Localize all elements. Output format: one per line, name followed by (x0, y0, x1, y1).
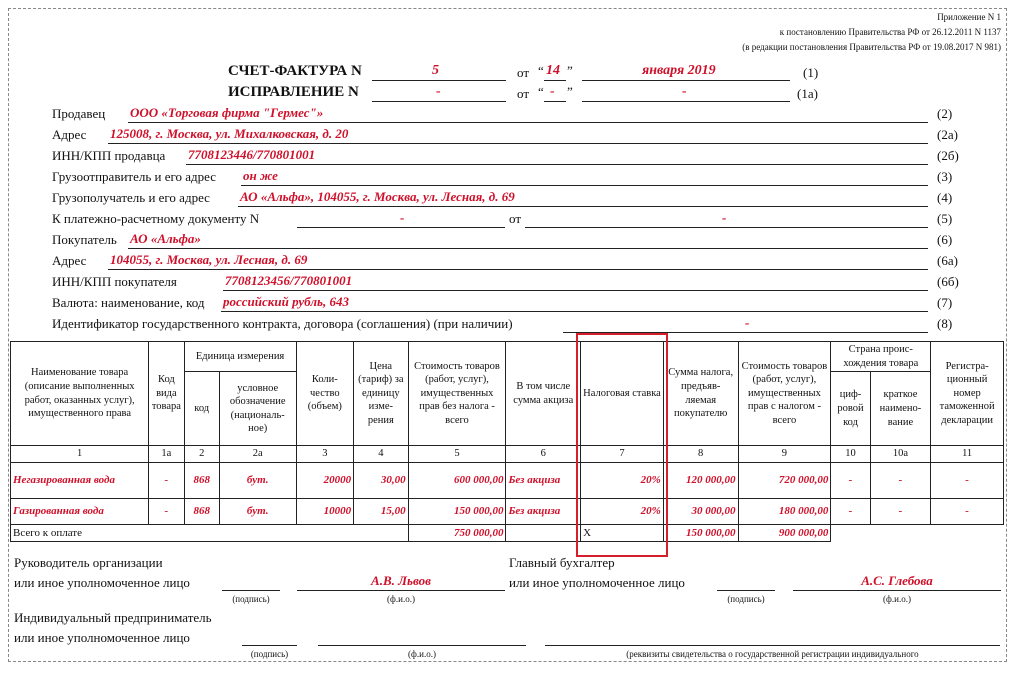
column-number: 10 (831, 446, 870, 463)
cell-qty: 20000 (296, 462, 354, 498)
field-label: Идентификатор государственного контракта, договора (соглашения) (при наличии) (52, 316, 513, 331)
field-label: Продавец (52, 106, 106, 121)
head-name: А.В. Львов (371, 573, 431, 588)
field-value: АО «Альфа», 104055, г. Москва, ул. Лесная, д. 69 (240, 189, 515, 204)
cell-tax: 120 000,00 (663, 462, 738, 498)
field-value: российский рубль, 643 (223, 294, 349, 309)
cell-cc: - (831, 462, 870, 498)
cell-total: 180 000,00 (738, 498, 831, 524)
field-label: Грузополучатель и его адрес (52, 190, 210, 205)
hdr-excise: В том числе сумма акциза (506, 342, 581, 446)
cell-unit: бут. (219, 462, 296, 498)
field-code: (2б) (937, 148, 959, 163)
field-code: (7) (937, 295, 953, 310)
field-code: (4) (937, 190, 953, 205)
field-code: (3) (937, 169, 953, 184)
field-label: ИНН/КПП покупателя (52, 274, 177, 289)
cell-cn: - (870, 462, 931, 498)
head-fio-caption: (ф.и.о.) (387, 594, 415, 604)
table-row (11, 462, 1004, 498)
hdr-unit-name: условное обозначение (националь-ное) (219, 372, 296, 446)
ip-label-2: или иное уполномоченное лицо (14, 630, 190, 645)
hdr-country-code: циф-ровой код (831, 372, 870, 446)
total-cost: 750 000,00 (408, 524, 506, 541)
cell-rate: 20% (581, 462, 664, 498)
cell-cn: - (870, 498, 931, 524)
field-value: 7708123446/770801001 (188, 147, 316, 162)
cell-price: 15,00 (354, 498, 408, 524)
hdr-price: Цена (тариф) за единицу изме-рения (354, 342, 408, 446)
field-value: 104055, г. Москва, ул. Лесная, д. 69 (110, 252, 308, 267)
ip-sign-caption: (подпись) (250, 649, 289, 659)
column-number: 8 (663, 446, 738, 463)
total-x: X (581, 524, 664, 541)
cell-name: Газированная вода (11, 498, 149, 524)
invoice-from: от (517, 65, 530, 80)
field-code: (2а) (937, 127, 958, 142)
invoice-table (10, 341, 1004, 542)
field-value-2: - (722, 210, 727, 225)
hdr-country-name: краткое наимено-вание (870, 372, 931, 446)
field-value: 7708123456/770801001 (225, 273, 353, 288)
accountant-sign-caption: (подпись) (727, 594, 765, 604)
hdr-cost-with-tax: Стоимость товаров (работ, услуг), имущественных прав с налогом - всего (738, 342, 831, 446)
ip-fio-caption: (ф.и.о.) (408, 649, 436, 659)
column-number: 2 (184, 446, 219, 463)
column-number: 3 (296, 446, 354, 463)
hdr-customs: Регистра-ционный номер таможенной декларации (931, 342, 1004, 446)
field-code: (6б) (937, 274, 959, 289)
cell-excise: Без акциза (506, 462, 581, 498)
hdr-unit-code: код (184, 372, 219, 446)
cell-cost: 600 000,00 (408, 462, 506, 498)
accountant-name: А.С. Глебова (861, 573, 933, 588)
field-code: (6) (937, 232, 953, 247)
hdr-cost-no-tax: Стоимость товаров (работ, услуг), имущественных прав без налога - всего (408, 342, 506, 446)
total-row (11, 524, 1004, 541)
total-sum: 900 000,00 (738, 524, 831, 541)
head-sign-caption: (подпись) (232, 594, 270, 604)
appendix-note-3: (в редакции постановления Правительства РФ от 19.08.2017 N 981) (742, 42, 1001, 52)
field-value: 125008, г. Москва, ул. Михалковская, д. 20 (110, 126, 349, 141)
cell-decl: - (931, 462, 1004, 498)
correction-title: ИСПРАВЛЕНИЕ N (228, 84, 359, 100)
accountant-label-2: или иное уполномоченное лицо (509, 575, 685, 590)
column-number: 11 (931, 446, 1004, 463)
cell-excise: Без акциза (506, 498, 581, 524)
head-label-1: Руководитель организации (14, 555, 163, 570)
cell-unit: бут. (219, 498, 296, 524)
table-row (11, 498, 1004, 524)
column-number: 7 (581, 446, 664, 463)
ip-label-1: Индивидуальный предприниматель (14, 610, 212, 625)
cell-decl: - (931, 498, 1004, 524)
cell-kind: - (149, 498, 184, 524)
appendix-note-1: Приложение N 1 (937, 12, 1001, 22)
field-from: от (509, 211, 522, 226)
cell-qty: 10000 (296, 498, 354, 524)
column-number: 10а (870, 446, 931, 463)
cell-code: 868 (184, 462, 219, 498)
cell-rate: 20% (581, 498, 664, 524)
hdr-tax-sum: Сумма налога, предъяв-ляемая покупателю (663, 342, 738, 446)
column-number: 1а (149, 446, 184, 463)
column-number: 9 (738, 446, 831, 463)
hdr-country: Страна проис-хождения товара (831, 342, 931, 372)
field-label: Покупатель (52, 232, 117, 247)
hdr-tax-rate: Налоговая ставка (581, 342, 664, 446)
field-value: - (400, 210, 405, 225)
cell-kind: - (149, 462, 184, 498)
correction-number: - (436, 84, 441, 99)
invoice-month-year: января 2019 (642, 63, 716, 78)
field-code: (5) (937, 211, 953, 226)
field-label: Грузоотправитель и его адрес (52, 169, 217, 184)
cell-price: 30,00 (354, 462, 408, 498)
field-value: - (745, 315, 750, 330)
field-value: АО «Альфа» (130, 231, 201, 246)
code-1a: (1а) (797, 86, 818, 101)
column-number: 2а (219, 446, 296, 463)
correction-day: - (550, 84, 555, 99)
field-code: (2) (937, 106, 953, 121)
field-label: Адрес (52, 253, 87, 268)
field-code: (8) (937, 316, 953, 331)
field-value: он же (243, 168, 278, 183)
ip-reg-caption: (реквизиты свидетельства о государственной регистрации индивидуального (626, 649, 919, 659)
total-tax: 150 000,00 (663, 524, 738, 541)
invoice-title: СЧЕТ-ФАКТУРА N (228, 63, 362, 79)
appendix-note-2: к постановлению Правительства РФ от 26.12.2011 N 1137 (779, 27, 1001, 37)
field-label: ИНН/КПП продавца (52, 148, 166, 163)
field-label: Адрес (52, 127, 87, 142)
field-label: Валюта: наименование, код (52, 295, 205, 310)
tax-rate-highlight (576, 333, 668, 557)
column-number: 5 (408, 446, 506, 463)
cell-cc: - (831, 498, 870, 524)
head-label-2: или иное уполномоченное лицо (14, 575, 190, 590)
cell-tax: 30 000,00 (663, 498, 738, 524)
correction-date: - (682, 84, 687, 99)
total-label: Всего к оплате (11, 524, 409, 541)
column-number: 6 (506, 446, 581, 463)
hdr-kind-code: Код вида товара (149, 342, 184, 446)
field-value: ООО «Торговая фирма "Гермес"» (130, 105, 324, 120)
hdr-unit: Единица измерения (184, 342, 296, 372)
field-code: (6а) (937, 253, 958, 268)
hdr-name: Наименование товара (описание выполненных работ, оказанных услуг), имущественного права (11, 342, 149, 446)
cell-name: Негазированная вода (11, 462, 149, 498)
cell-code: 868 (184, 498, 219, 524)
accountant-label-1: Главный бухгалтер (509, 555, 615, 570)
code-1: (1) (803, 65, 819, 80)
cell-total: 720 000,00 (738, 462, 831, 498)
cell-cost: 150 000,00 (408, 498, 506, 524)
invoice-number: 5 (432, 63, 439, 78)
accountant-fio-caption: (ф.и.о.) (883, 594, 911, 604)
hdr-qty: Коли-чество (объем) (296, 342, 354, 446)
column-numbers-row (11, 446, 1004, 463)
column-number: 1 (11, 446, 149, 463)
column-number: 4 (354, 446, 408, 463)
invoice-day: 14 (546, 63, 560, 78)
field-label: К платежно-расчетному документу N (52, 211, 260, 226)
